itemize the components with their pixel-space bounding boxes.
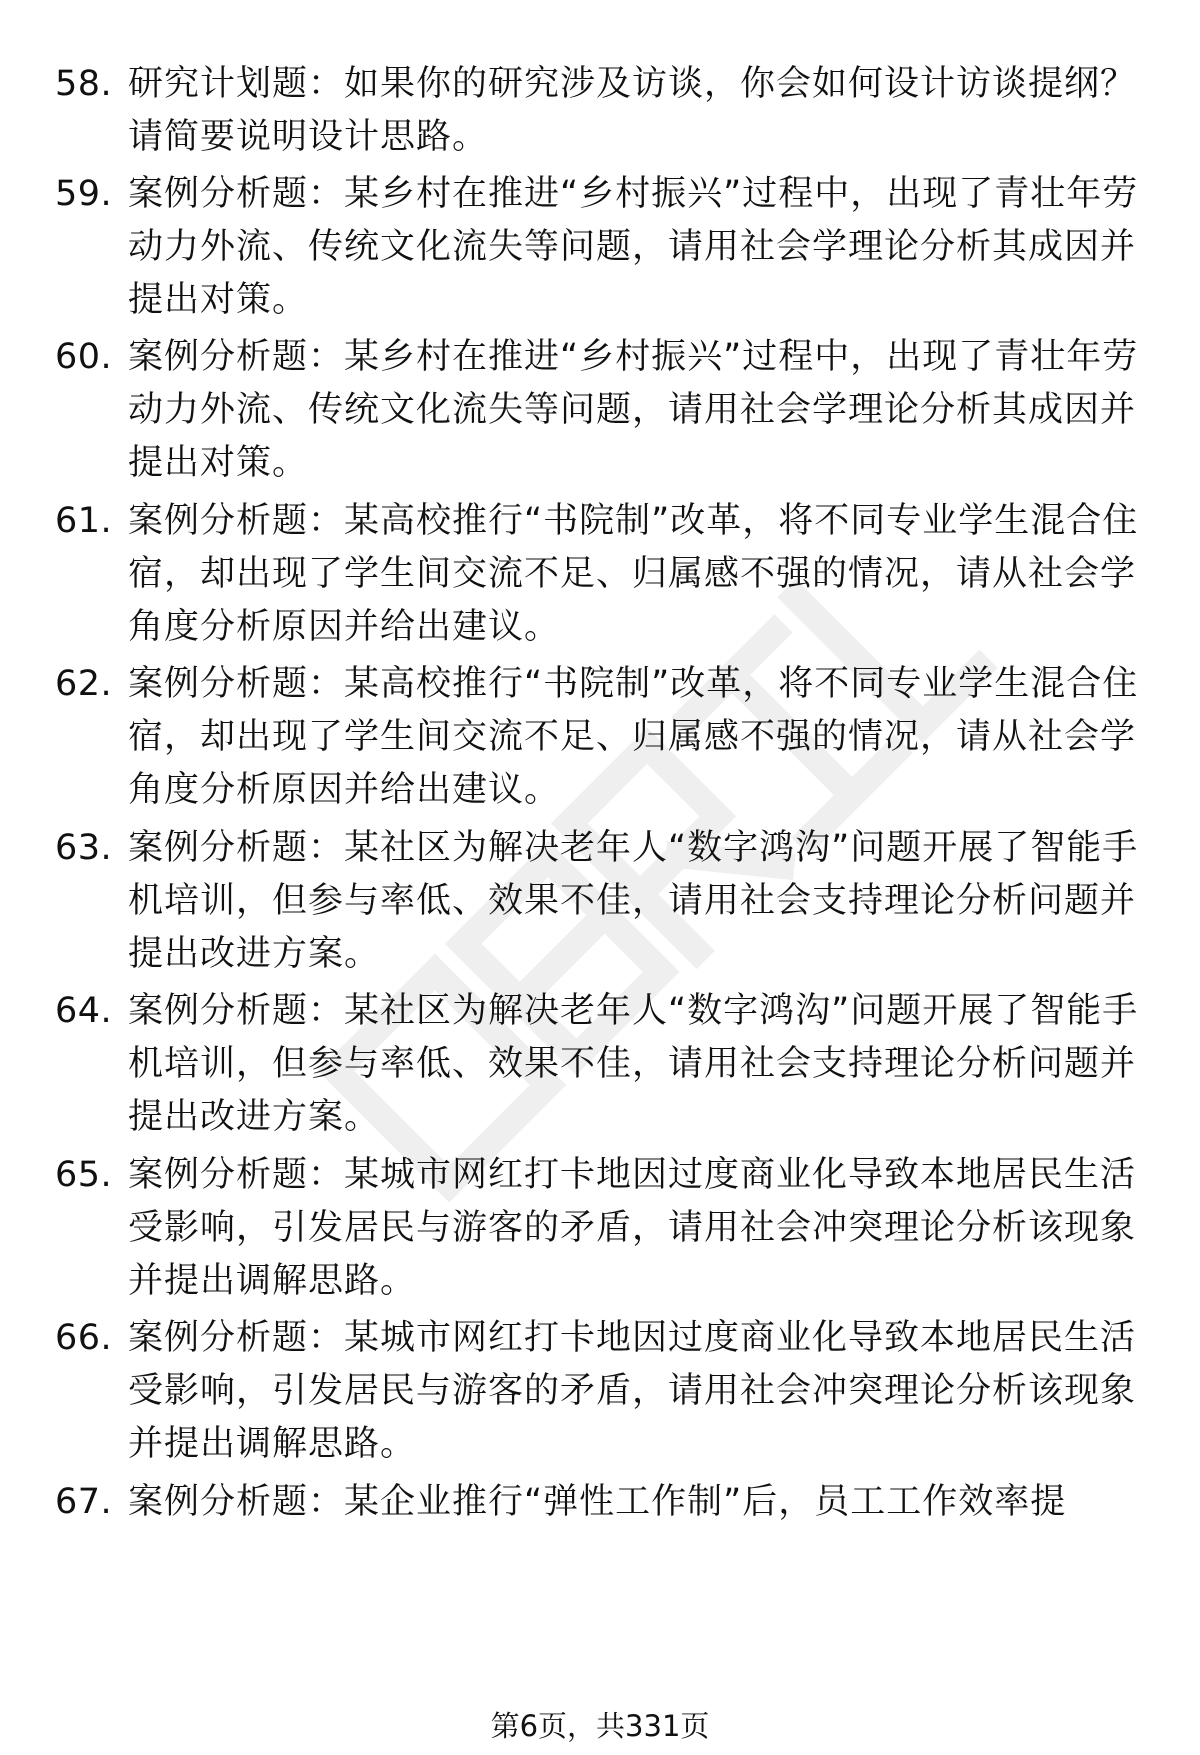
item-number: 67. [55, 1482, 113, 1522]
item-text: 案例分析题：某高校推行“书院制”改革，将不同专业学生混合住宿，却出现了学生间交流不足、归属感不强的情况，请从社会学角度分析原因并给出建议。 [128, 501, 1139, 647]
item-number: 66. [55, 1318, 113, 1358]
item-number: 60. [55, 337, 113, 377]
item-number: 65. [55, 1155, 113, 1195]
item-text: 案例分析题：某城市网红打卡地因过度商业化导致本地居民生活受影响，引发居民与游客的矛盾，请用社会冲突理论分析该现象并提出调解思路。 [128, 1155, 1137, 1301]
item-number: 58. [55, 64, 113, 104]
page-footer: 第6页，共331页 [490, 1709, 710, 1743]
item-number: 64. [55, 991, 113, 1031]
item-number: 63. [55, 828, 113, 868]
item-number: 62. [55, 664, 113, 704]
item-number: 61. [55, 501, 113, 541]
item-text: 案例分析题：某乡村在推进“乡村振兴”过程中，出现了青壮年劳动力外流、传统文化流失等问题，请用社会学理论分析其成因并提出对策。 [128, 337, 1139, 483]
item-text: 案例分析题：某社区为解决老年人“数字鸿沟”问题开展了智能手机培训，但参与率低、效果不佳，请用社会支持理论分析问题并提出改进方案。 [128, 991, 1139, 1137]
item-text: 案例分析题：某城市网红打卡地因过度商业化导致本地居民生活受影响，引发居民与游客的矛盾，请用社会冲突理论分析该现象并提出调解思路。 [128, 1318, 1137, 1464]
item-text: 案例分析题：某高校推行“书院制”改革，将不同专业学生混合住宿，却出现了学生间交流不足、归属感不强的情况，请从社会学角度分析原因并给出建议。 [128, 664, 1139, 810]
item-text: 案例分析题：某乡村在推进“乡村振兴”过程中，出现了青壮年劳动力外流、传统文化流失等问题，请用社会学理论分析其成因并提出对策。 [128, 174, 1139, 320]
item-number: 59. [55, 174, 113, 214]
item-text: 案例分析题：某社区为解决老年人“数字鸿沟”问题开展了智能手机培训，但参与率低、效果不佳，请用社会支持理论分析问题并提出改进方案。 [128, 828, 1139, 974]
item-text: 案例分析题：某企业推行“弹性工作制”后，员工工作效率提 [128, 1482, 1067, 1522]
item-text: 研究计划题：如果你的研究涉及访谈，你会如何设计访谈提纲？请简要说明设计思路。 [128, 64, 1137, 157]
